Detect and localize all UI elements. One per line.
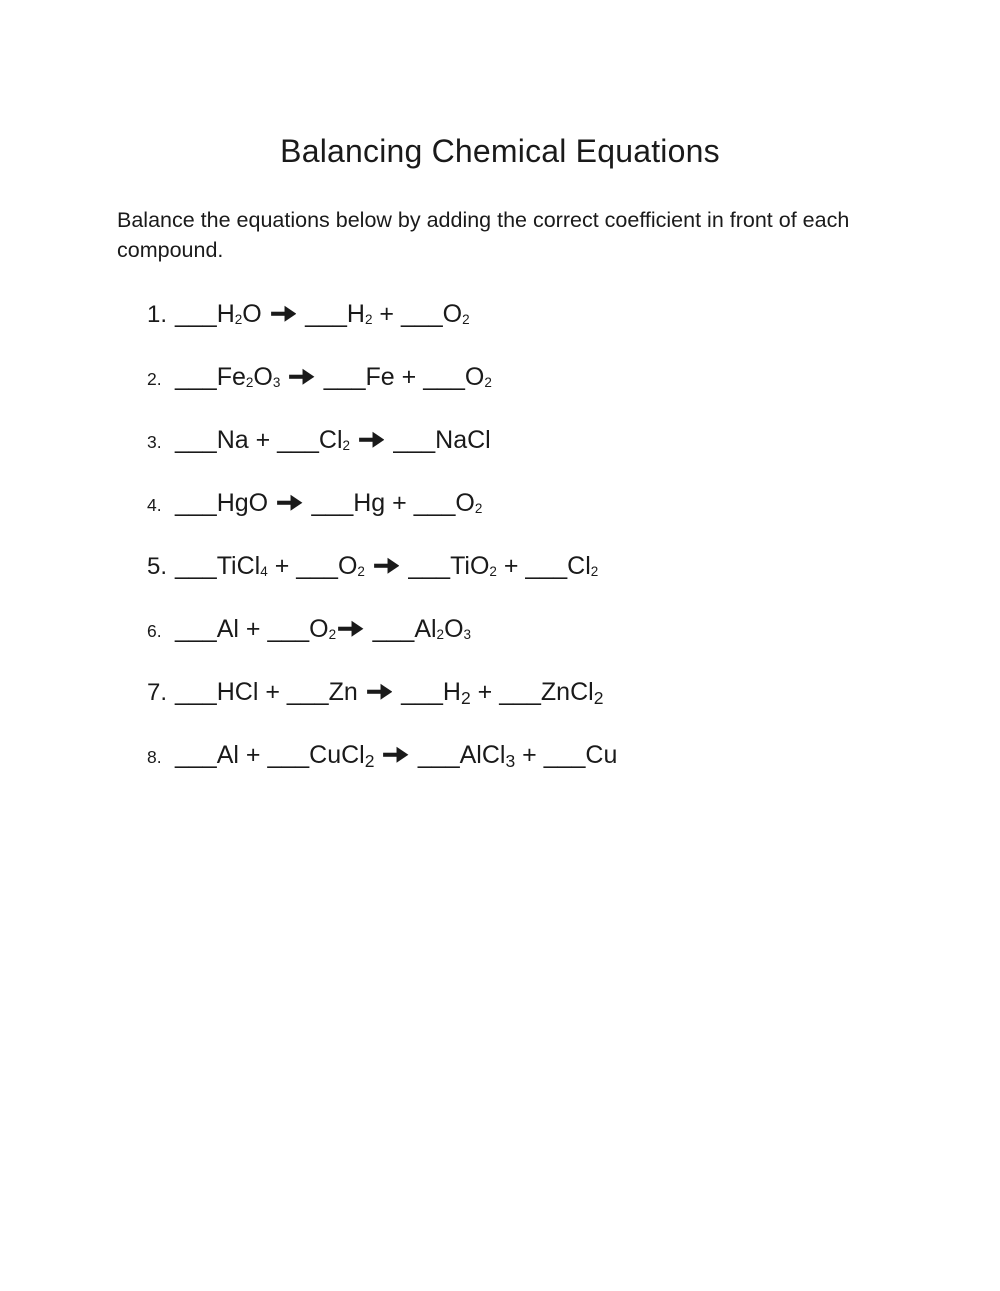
- equation-text: ___Na + $\_\_\_Cl_2$ ___NaCl: [175, 426, 491, 454]
- equation-text: ___Al + $\_\_\_O_2$ $\_\_\_Al_2O_3$: [175, 615, 471, 643]
- formula-subscript: 2: [436, 627, 445, 643]
- equation-number: 8.: [147, 747, 162, 768]
- answer-blank[interactable]: ___: [372, 615, 415, 644]
- equation-text: $\_\_\_Fe_2O_3$ ___Fe + $\_\_\_O_2$: [175, 363, 492, 391]
- page-title: Balancing Chemical Equations: [280, 133, 720, 170]
- answer-blank[interactable]: ___: [286, 678, 329, 707]
- formula-subscript: 2: [245, 375, 254, 391]
- equation-number: 3.: [147, 432, 162, 453]
- equation-text: $\_\_\_H_2O$ $\_\_\_H_2$ + $\_\_\_O_2$: [175, 300, 470, 328]
- equation-item: [147, 472, 1000, 535]
- equation-text: ___TiCl$_4$ + $\_\_\_O_2$ ___TiO$_2$ + $\_\_\_Cl_2$: [175, 552, 598, 580]
- answer-blank[interactable]: ___: [423, 363, 465, 392]
- equation-text: ___Al + ___CuCl$_2$ ___AlCl$_3$ + ___Cu: [175, 741, 617, 769]
- right-arrow-icon: [271, 283, 297, 346]
- answer-blank[interactable]: ___: [408, 552, 451, 581]
- answer-blank[interactable]: ___: [175, 363, 217, 392]
- answer-blank[interactable]: ___: [400, 300, 443, 329]
- answer-blank[interactable]: ___: [175, 489, 217, 518]
- formula-subscript: 2: [342, 438, 351, 454]
- formula-subscript: 2: [357, 564, 365, 580]
- formula-subscript: 3: [463, 627, 472, 643]
- right-arrow-icon: [367, 661, 393, 724]
- answer-blank[interactable]: ___: [296, 552, 338, 581]
- equation-number: 7.: [147, 679, 168, 707]
- equation-text: ___HgO ___Hg + $\_\_\_O_2$: [175, 489, 482, 517]
- formula-subscript: 3: [272, 375, 281, 391]
- equation-number: 5.: [147, 553, 168, 581]
- right-arrow-icon: [374, 535, 400, 598]
- right-arrow-icon: [289, 346, 315, 409]
- formula-subscript: 2: [364, 751, 375, 772]
- answer-blank[interactable]: ___: [175, 300, 217, 329]
- formula-subscript: 2: [593, 688, 604, 709]
- formula-subscript: 2: [234, 312, 243, 328]
- equation-item: [147, 724, 1000, 787]
- answer-blank[interactable]: ___: [267, 615, 310, 644]
- answer-blank[interactable]: ___: [499, 678, 541, 707]
- equation-number: 6.: [147, 621, 162, 642]
- answer-blank[interactable]: ___: [525, 552, 568, 581]
- equation-number: 1.: [147, 301, 168, 329]
- equation-item: [147, 283, 1000, 346]
- formula-subscript: 2: [462, 312, 470, 328]
- formula-subscript: 2: [364, 312, 373, 328]
- formula-subscript: 2: [590, 564, 599, 580]
- answer-blank[interactable]: ___: [413, 489, 456, 518]
- right-arrow-icon: [383, 724, 409, 787]
- equation-item: [147, 346, 1000, 409]
- answer-blank[interactable]: ___: [277, 426, 319, 455]
- answer-blank[interactable]: ___: [175, 426, 217, 455]
- formula-subscript: 2: [460, 688, 471, 709]
- equation-item: [147, 535, 1000, 598]
- formula-subscript: 2: [484, 375, 492, 391]
- answer-blank[interactable]: ___: [175, 741, 217, 770]
- answer-blank[interactable]: ___: [401, 678, 443, 707]
- answer-blank[interactable]: ___: [267, 741, 310, 770]
- formula-subscript: 3: [505, 751, 516, 772]
- answer-blank[interactable]: ___: [323, 363, 366, 392]
- formula-subscript: 2: [474, 501, 483, 517]
- equation-item: [147, 598, 1000, 661]
- answer-blank[interactable]: ___: [543, 741, 586, 770]
- equation-item: [147, 661, 1000, 724]
- right-arrow-icon: [277, 472, 303, 535]
- right-arrow-icon: [359, 409, 385, 472]
- formula-subscript: 2: [328, 627, 337, 643]
- answer-blank[interactable]: ___: [175, 615, 217, 644]
- formula-subscript: 4: [260, 564, 268, 580]
- answer-blank[interactable]: ___: [417, 741, 460, 770]
- answer-blank[interactable]: ___: [175, 552, 217, 581]
- equation-item: [147, 409, 1000, 472]
- equation-list: [147, 283, 1000, 787]
- equation-number: 4.: [147, 495, 162, 516]
- answer-blank[interactable]: ___: [393, 426, 436, 455]
- answer-blank[interactable]: ___: [305, 300, 347, 329]
- answer-blank[interactable]: ___: [175, 678, 217, 707]
- equation-text: ___HCl + ___Zn $\_\_\_H_2$ + ___ZnCl$_2$: [175, 678, 603, 706]
- right-arrow-icon: [338, 598, 364, 661]
- equation-number: 2.: [147, 369, 162, 390]
- instructions-text: Balance the equations below by adding the correct coefficient in front of each compound.: [117, 208, 850, 262]
- formula-subscript: 2: [489, 564, 497, 580]
- answer-blank[interactable]: ___: [311, 489, 354, 518]
